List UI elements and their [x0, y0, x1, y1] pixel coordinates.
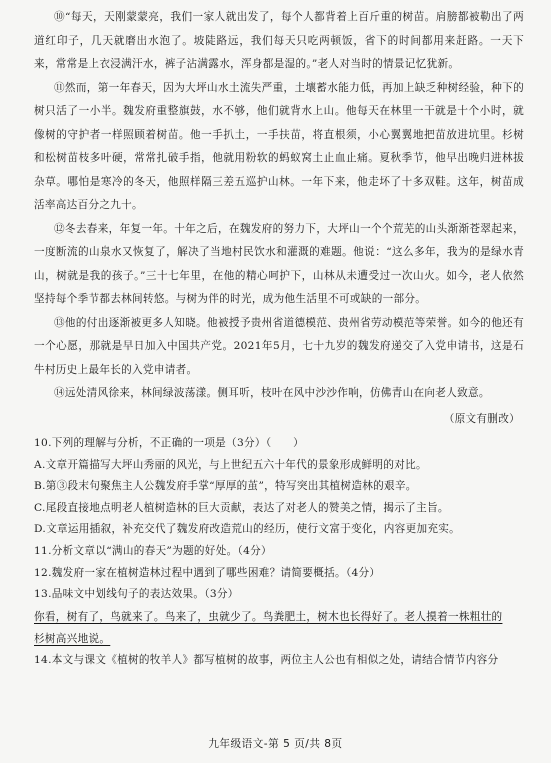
article-paragraph-10: ⑩“每天，天刚蒙蒙亮，我们一家人就出发了，每个人都背着上百斤重的树苗。肩膀都被勒出了两道红印子，几天就磨出水泡了。坡陡路远，我们每天只吃两顿饭，省下的时间都用来赶路。一天下来，常常是上衣浸满汗水，裤子沾满露水，浑身都是湿的。”老人对当时的情景记忆犹新。	[34, 11, 524, 70]
article-paragraph-12: ⑫冬去春来，年复一年。十年之后，在魏发府的努力下，大坪山一个个荒芜的山头渐渐苍翠起来，一度断流的山泉水又恢复了，解决了当地村民饮水和灌溉的难题。他说：“这么多年，我为的是绿水青山，树就是我的孩子。”三十七年里，在他的精心呵护下，山林从未遭受过一次山火。如今，老人依然坚持每个季节都去林间转悠。与树为伴的时光，成为他生活里不可或缺的一部分。	[34, 222, 524, 305]
question-13: 13.品味文中划线句子的表达效果。（3分）	[34, 588, 239, 601]
question-10-option-a: A.文章开篇描写大坪山秀丽的风光，与上世纪五六十年代的景象形成鲜明的对比。	[34, 458, 427, 471]
source-note: （原文有删改）	[443, 412, 520, 425]
article-paragraph-11: ⑪然而，第一年春天，因为大坪山水土流失严重，土壤蓄水能力低，再加上缺乏种树经验，种下的树只活了一小半。魏发府重整旗鼓，水不够，他们就背水上山。他每天在林里一干就是十个小时，就像树的守护者一样照顾着树苗。他一手扒土，一手扶苗，将直根须，小心翼翼地把苗放进坑里。杉树和松树苗枝多叶硬，常常扎破手指，他就用粉软的蚂蚁窝土止血止痛。夏秋季节，他早出晚归进林拔杂草。哪怕是寒冷的冬天，他照样隔三差五巡护山林。一年下来，他走坏了十多双鞋。这年，树苗成活率高达百分之九十。	[34, 81, 524, 211]
question-10: 10.下列的理解与分析，不正确的一项是（3分）（ ）	[34, 437, 305, 449]
article-paragraph-13: ⑬他的付出逐渐被更多人知晓。他被授予贵州省道德模范、贵州省劳动模范等荣誉。如今的他还有一个心愿，那就是早日加入中国共产党。2021年5月，七十九岁的魏发府递交了入党申请书，这是石牛村历史上最年长的入党申请者。	[34, 316, 524, 376]
question-14: 14.本文与课文《植树的牧羊人》都写植树的故事，两位主人公也有相似之处，请结合情节内容分	[34, 653, 499, 666]
question-11: 11.分析文章以“满山的春天”为题的好处。（4分）	[34, 544, 272, 557]
question-10-option-d: D.文章运用插叙，补充交代了魏发府改造荒山的经历，使行文富于变化，内容更加充实。	[34, 523, 461, 536]
question-12: 12.魏发府一家在植树造林过程中遇到了哪些困难？请简要概括。（4分）	[34, 566, 381, 579]
article-paragraph-14: ⑭远处清风徐来，林间绿波荡漾。侧耳听，枝叶在风中沙沙作响，仿佛青山在向老人致意。	[54, 387, 490, 399]
underlined-sentence-line-1: 你看，树有了，鸟就来了。鸟来了，虫就少了。鸟粪肥土，树木也长得好了。老人摸着一株粗壮的	[34, 610, 503, 623]
underlined-sentence-line-2: 杉树高兴地说。	[34, 632, 111, 645]
page-footer: 九年级语文-第 5 页/共 8页	[208, 738, 343, 750]
page-content	[34, 6, 524, 671]
question-10-option-b: B.第③段末句聚焦主人公魏发府手掌“厚厚的茧”，特写突出其植树造林的艰辛。	[34, 480, 417, 493]
question-10-option-c: C.尾段直接地点明老人植树造林的巨大贡献，表达了对老人的赞美之情，揭示了主旨。	[34, 501, 449, 514]
